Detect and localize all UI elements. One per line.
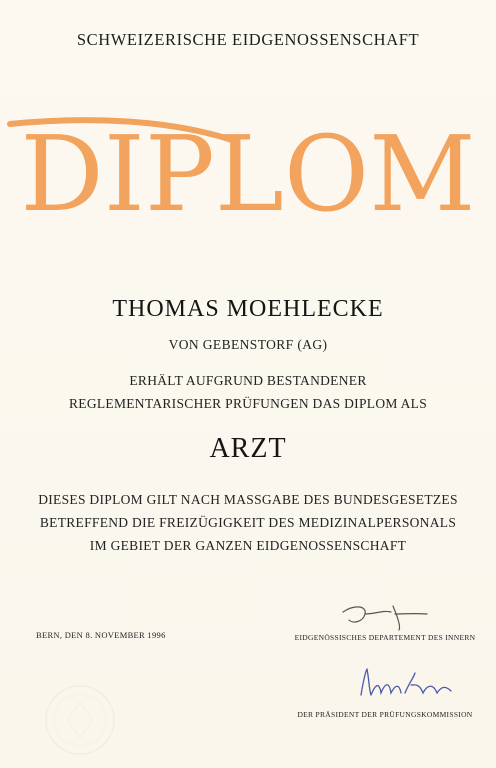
award-statement-line2: REGLEMENTARISCHER PRÜFUNGEN DAS DIPLOM ALS xyxy=(68,396,428,411)
recipient-name: THOMAS MOEHLECKE xyxy=(112,296,384,322)
validity-statement xyxy=(0,488,496,557)
issuer-heading: SCHWEIZERISCHE EIDGENOSSENSCHAFT xyxy=(76,30,420,49)
validity-line1: DIESES DIPLOM GILT NACH MASSGABE DES BUNDESGESETZES xyxy=(38,492,458,507)
validity-line2: BETREFFEND DIE FREIZÜGIGKEIT DES MEDIZINALPERSONALS xyxy=(39,515,457,530)
diplom-title-text: DIPLOM xyxy=(20,113,476,235)
president-signature xyxy=(355,665,465,708)
award-statement-line1: ERHÄLT AUFGRUND BESTANDENER xyxy=(129,373,367,388)
recipient-origin: VON GEBENSTORF (AG) xyxy=(168,337,328,352)
profession-title: ARZT xyxy=(209,433,287,464)
award-statement xyxy=(0,369,496,415)
department-signature xyxy=(335,600,435,637)
embossed-seal xyxy=(35,680,125,760)
department-label: EIDGENÖSSISCHES DEPARTEMENT DES INNERN xyxy=(294,633,476,642)
diplom-title-graphic xyxy=(0,110,496,240)
president-label: DER PRÄSIDENT DER PRÜFUNGSKOMMISSION xyxy=(297,710,473,719)
diplom-title-wrap xyxy=(0,110,496,240)
validity-line3: IM GEBIET DER GANZEN EIDGENOSSENSCHAFT xyxy=(89,538,407,553)
place-and-date: BERN, DEN 8. NOVEMBER 1996 xyxy=(36,630,166,640)
